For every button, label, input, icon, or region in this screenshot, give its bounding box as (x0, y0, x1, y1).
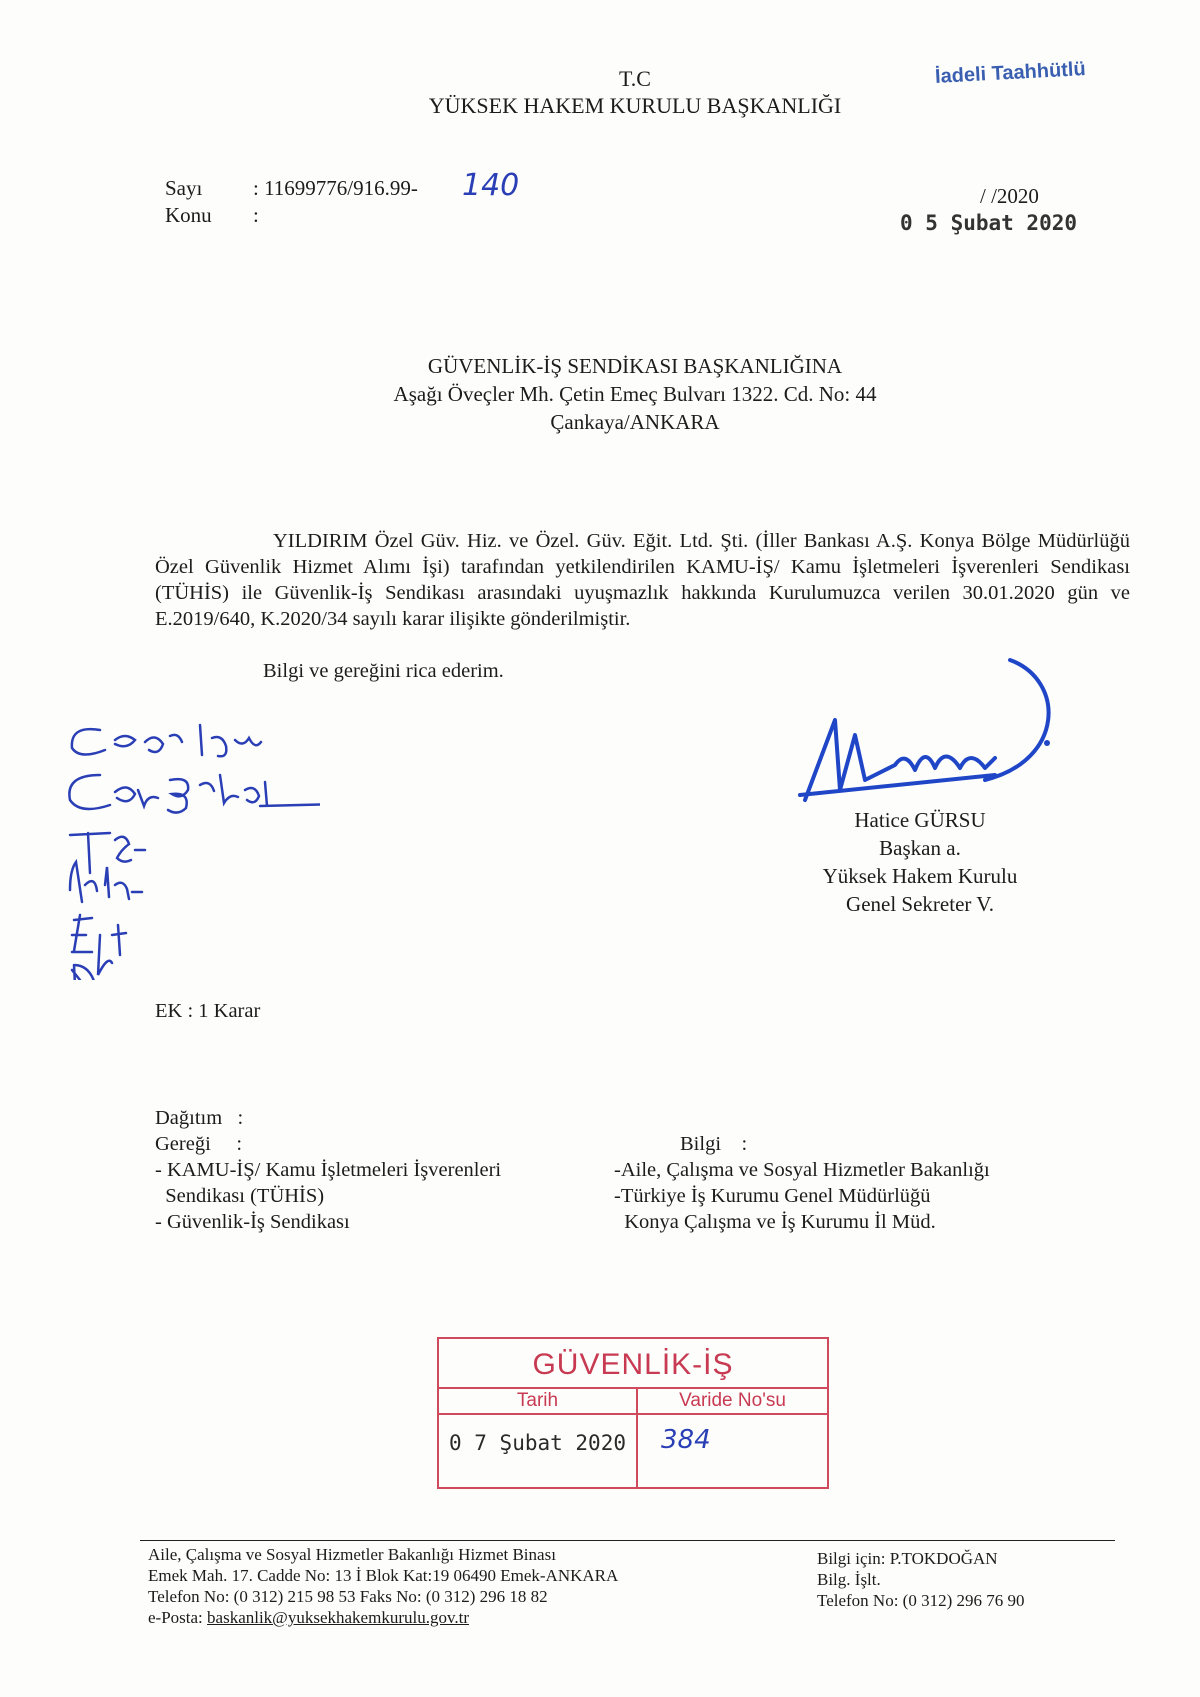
sayi-handwritten-number: 140 (462, 168, 520, 203)
footer-email-link[interactable]: baskanlik@yuksekhakemkurulu.gov.tr (207, 1608, 469, 1627)
footer-contact-line: Bilgi için: P.TOKDOĞAN (817, 1549, 998, 1568)
received-stamp-date: 0 7 Şubat 2020 (448, 1431, 626, 1455)
signatory-name: Hatice GÜRSU (854, 808, 986, 832)
konu-value: : (253, 203, 259, 227)
received-stamp-date-header: Tarih (516, 1390, 559, 1411)
footer-line: Aile, Çalışma ve Sosyal Hizmetler Bakanlığı Hizmet Binası (148, 1545, 556, 1564)
annex: EK : 1 Karar (155, 1000, 261, 1022)
bilgi-item: Konya Çalışma ve İş Kurumu İl Müd. (614, 1211, 936, 1233)
footer-contact-line: Bilg. İşlt. (817, 1570, 881, 1589)
bilgi-label: Bilgi : (680, 1133, 748, 1155)
recipient-name: GÜVENLİK-İŞ SENDİKASI BAŞKANLIĞINA (427, 354, 843, 378)
received-stamp-divider (439, 1413, 827, 1415)
received-stamp-number-header: Varide No'su (679, 1390, 786, 1411)
sayi-value: : 11699776/916.99- (253, 176, 418, 200)
signatory-title-1: Başkan a. (879, 836, 961, 860)
konu-label: Konu (165, 203, 212, 227)
distribution-heading: Dağıtım : (155, 1107, 244, 1129)
bilgi-item: -Türkiye İş Kurumu Genel Müdürlüğü (614, 1185, 931, 1207)
geregi-item: Sendikası (TÜHİS) (155, 1185, 325, 1207)
signatory-title-2: Yüksek Hakem Kurulu (822, 864, 1018, 888)
handwritten-margin-note (60, 720, 320, 980)
footer-contact (817, 1548, 1025, 1611)
footer-line: Emek Mah. 17. Cadde No: 13 İ Blok Kat:19 06490 Emek-ANKARA (148, 1566, 619, 1585)
footer-email-label: e-Posta: (148, 1608, 203, 1627)
footer-line: Telefon No: (0 312) 215 98 53 Faks No: (0 312) 296 18 82 (148, 1587, 548, 1606)
geregi-item: - KAMU-İŞ/ Kamu İşletmeleri İşverenleri (155, 1159, 502, 1181)
received-stamp-title: GÜVENLİK-İŞ (439, 1343, 827, 1389)
registered-mail-stamp: İadeli Taahhütlü (934, 58, 1087, 88)
footer-divider (140, 1540, 1115, 1541)
bilgi-item: -Aile, Çalışma ve Sosyal Hizmetler Bakanlığı (614, 1159, 990, 1181)
body-paragraph: YILDIRIM Özel Güv. Hiz. ve Özel. Güv. Eğit. Ltd. Şti. (İller Bankası A.Ş. Konya Bölge Müdürlüğü Özel Güvenlik Hizmet Alımı İşi) tarafından yetkilendirilen KAMU-İŞ/ Kamu İşletmeleri İşverenleri Sendikası (TÜHİS) ile Güvenlik-İş Sendikası arasındaki uyuşmazlık hakkında Kurulumuzca verilen 30.01.2020 gün ve E.2019/640, K.2020/34 sayılı karar ilişikte gönderilmiştir. (155, 530, 1130, 630)
signatory-title-3: Genel Sekreter V. (846, 892, 994, 916)
geregi-label: Gereği : (155, 1133, 243, 1155)
received-stamp (437, 1337, 829, 1489)
date-stamp: 0 5 Şubat 2020 (900, 211, 1078, 235)
header-tc: T.C (619, 66, 651, 91)
recipient-address-city: Çankaya/ANKARA (550, 410, 720, 434)
closing-sentence: Bilgi ve gereğini rica ederim. (263, 660, 504, 682)
footer-contact-line: Telefon No: (0 312) 296 76 90 (817, 1591, 1025, 1610)
sayi-label: Sayı (165, 176, 203, 200)
document-date: / /2020 (980, 184, 1039, 208)
recipient-address-street: Aşağı Öveçler Mh. Çetin Emeç Bulvarı 1322. Cd. No: 44 (393, 382, 877, 406)
footer-email-row (148, 1607, 618, 1628)
footer-address (148, 1544, 618, 1628)
signature-scribble (795, 640, 1095, 810)
received-stamp-number: 384 (661, 1425, 711, 1455)
header-institution: YÜKSEK HAKEM KURULU BAŞKANLIĞI (428, 93, 842, 118)
geregi-item: - Güvenlik-İş Sendikası (155, 1211, 350, 1233)
